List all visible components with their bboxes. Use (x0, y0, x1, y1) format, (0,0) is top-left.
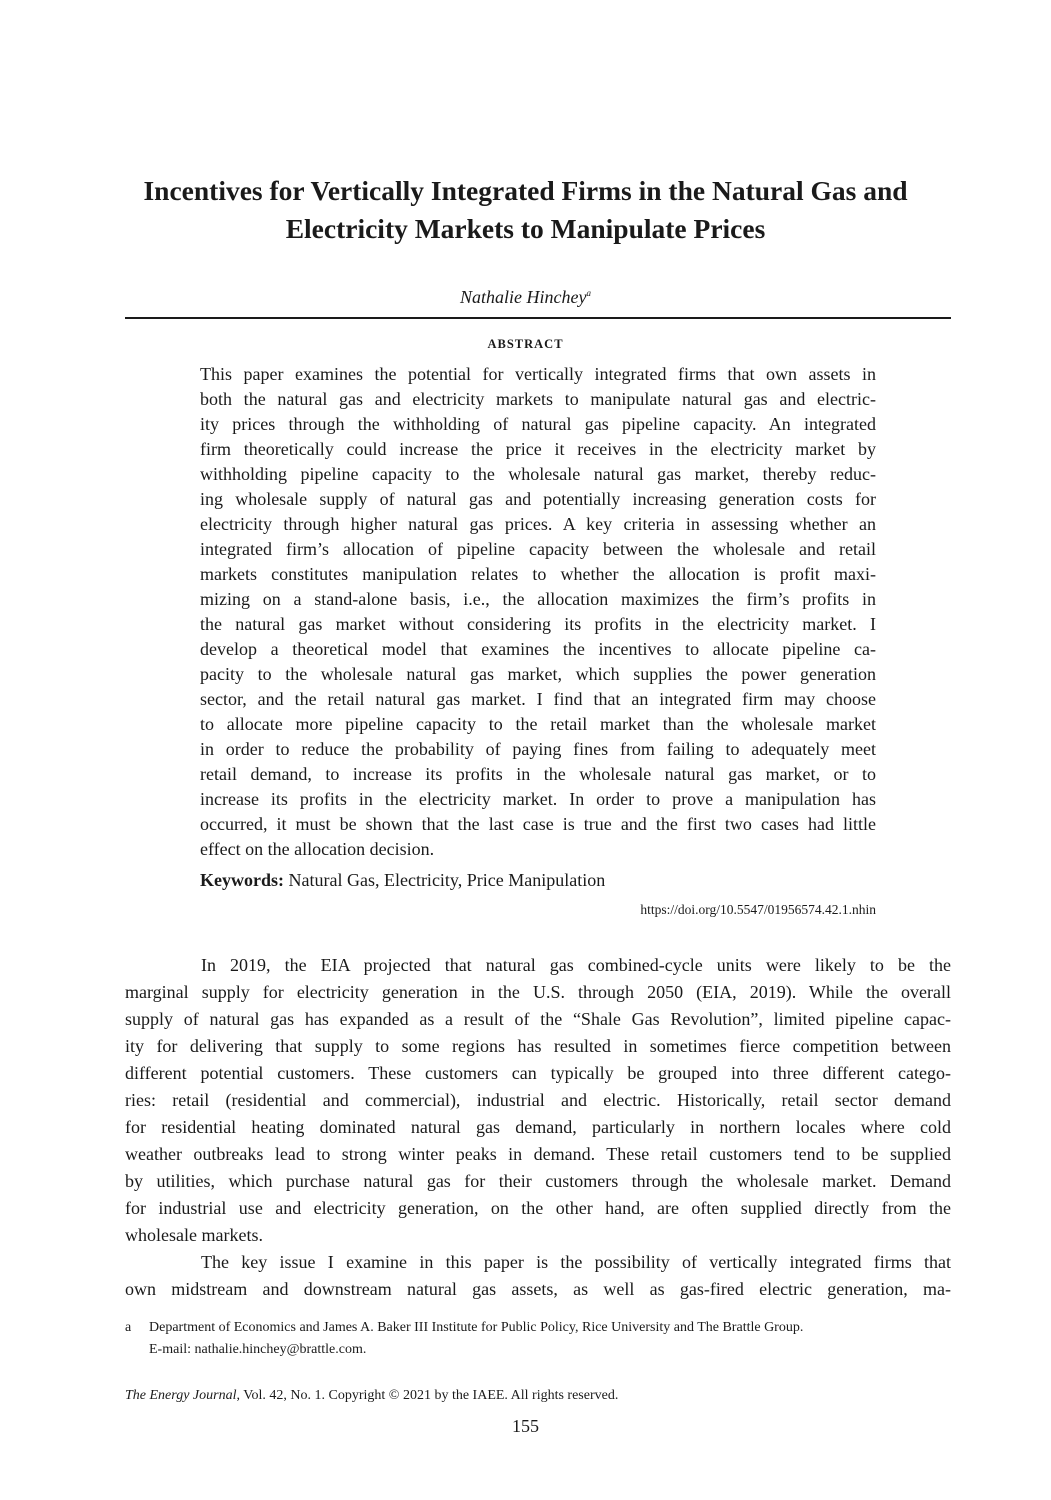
body-line: marginal supply for electricity generation in the U.S. through 2050 (EIA, 2019). While the overall (125, 982, 951, 1002)
footnote-mark: a (125, 1320, 132, 1335)
page-number: 155 (512, 1416, 539, 1436)
title-line-1: Incentives for Vertically Integrated Firms in the Natural Gas and (143, 175, 908, 206)
footnote (125, 1317, 951, 1361)
keywords-label: Keywords: (200, 870, 284, 890)
doi-link[interactable]: https://doi.org/10.5547/01956574.42.1.nhin (640, 902, 876, 917)
body-line: by utilities, which purchase natural gas for their customers through the wholesale market. Demand (125, 1171, 951, 1191)
affiliation-mark: a (586, 288, 591, 298)
body-line: weather outbreaks lead to strong winter peaks in demand. These retail customers tend to be supplied (125, 1144, 951, 1164)
body-line: supply of natural gas has expanded as a result of the “Shale Gas Revolution”, limited pipeline capac- (125, 1009, 951, 1029)
abstract-line: sector, and the retail natural gas market. I find that an integrated firm may choose (200, 689, 876, 709)
abstract-line: mizing on a stand-alone basis, i.e., the allocation maximizes the firm’s profits in (200, 589, 876, 609)
abstract-line: to allocate more pipeline capacity to the retail market than the wholesale market (200, 714, 876, 734)
journal-copyright (125, 1385, 618, 1407)
abstract-line: firm theoretically could increase the price it receives in the electricity market by (200, 439, 876, 459)
abstract-line: pacity to the wholesale natural gas market, which supplies the power generation (200, 664, 876, 684)
abstract-line: effect on the allocation decision. (200, 839, 435, 859)
abstract-line: integrated firm’s allocation of pipeline capacity between the wholesale and retail (200, 539, 876, 559)
body-line: wholesale markets. (125, 1225, 263, 1245)
abstract-line: electricity through higher natural gas prices. A key criteria in assessing whether an (200, 514, 876, 534)
abstract-line: retail demand, to increase its profits in the wholesale natural gas market, or to (200, 764, 876, 784)
abstract-line: This paper examines the potential for vertically integrated firms that own assets in (200, 364, 876, 384)
body-line: ries: retail (residential and commercial), industrial and electric. Historically, retail sector demand (125, 1090, 951, 1110)
title-line-2: Electricity Markets to Manipulate Prices (285, 213, 766, 244)
author-name: Nathalie Hinchey (460, 287, 587, 307)
body-line: The key issue I examine in this paper is the possibility of vertically integrated firms that (201, 1252, 951, 1272)
abstract-heading: ABSTRACT (487, 337, 564, 351)
abstract-line: ing wholesale supply of natural gas and potentially increasing generation costs for (200, 489, 876, 509)
body-line: for industrial use and electricity generation, on the other hand, are often supplied directly from the (125, 1198, 951, 1218)
abstract-line: ity prices through the withholding of natural gas pipeline capacity. An integrated (200, 414, 876, 434)
paper-title (100, 172, 951, 248)
abstract-line: withholding pipeline capacity to the wholesale natural gas market, thereby reduc- (200, 464, 876, 484)
journal-name: The Energy Journal (125, 1388, 237, 1403)
abstract-line: markets constitutes manipulation relates to whether the allocation is profit maxi- (200, 564, 876, 584)
abstract-text (200, 362, 876, 862)
body-line: for residential heating dominated natural gas demand, particularly in northern locales where cold (125, 1117, 951, 1137)
abstract-line: occurred, it must be shown that the last case is true and the first two cases had little (200, 814, 876, 834)
body-line: In 2019, the EIA projected that natural gas combined-cycle units were likely to be the (201, 955, 951, 975)
body-line: own midstream and downstream natural gas assets, as well as gas-fired electric generation, ma- (125, 1279, 951, 1299)
body-text (125, 952, 951, 1303)
abstract-line: both the natural gas and electricity markets to manipulate natural gas and electric- (200, 389, 876, 409)
footnote-affiliation: Department of Economics and James A. Baker III Institute for Public Policy, Rice University and The Brattle Group. (149, 1320, 804, 1335)
abstract-line: develop a theoretical model that examines the incentives to allocate pipeline ca- (200, 639, 876, 659)
footnote-email: E-mail: nathalie.hinchey@brattle.com. (149, 1342, 367, 1357)
abstract-line: increase its profits in the electricity market. In order to prove a manipulation has (200, 789, 876, 809)
journal-details: , Vol. 42, No. 1. Copyright © 2021 by the IAEE. All rights reserved. (236, 1388, 619, 1403)
keywords-text: Natural Gas, Electricity, Price Manipulation (288, 870, 606, 890)
keywords (200, 868, 876, 893)
body-line: ity for delivering that supply to some regions has resulted in sometimes fierce competition between (125, 1036, 951, 1056)
abstract-line: in order to reduce the probability of paying fines from failing to adequately meet (200, 739, 876, 759)
abstract-line: the natural gas market without considering its profits in the electricity market. I (200, 614, 876, 634)
body-line: different potential customers. These customers can typically be grouped into three different catego- (125, 1063, 951, 1083)
author-line (0, 281, 1051, 309)
header-rule (125, 317, 951, 319)
